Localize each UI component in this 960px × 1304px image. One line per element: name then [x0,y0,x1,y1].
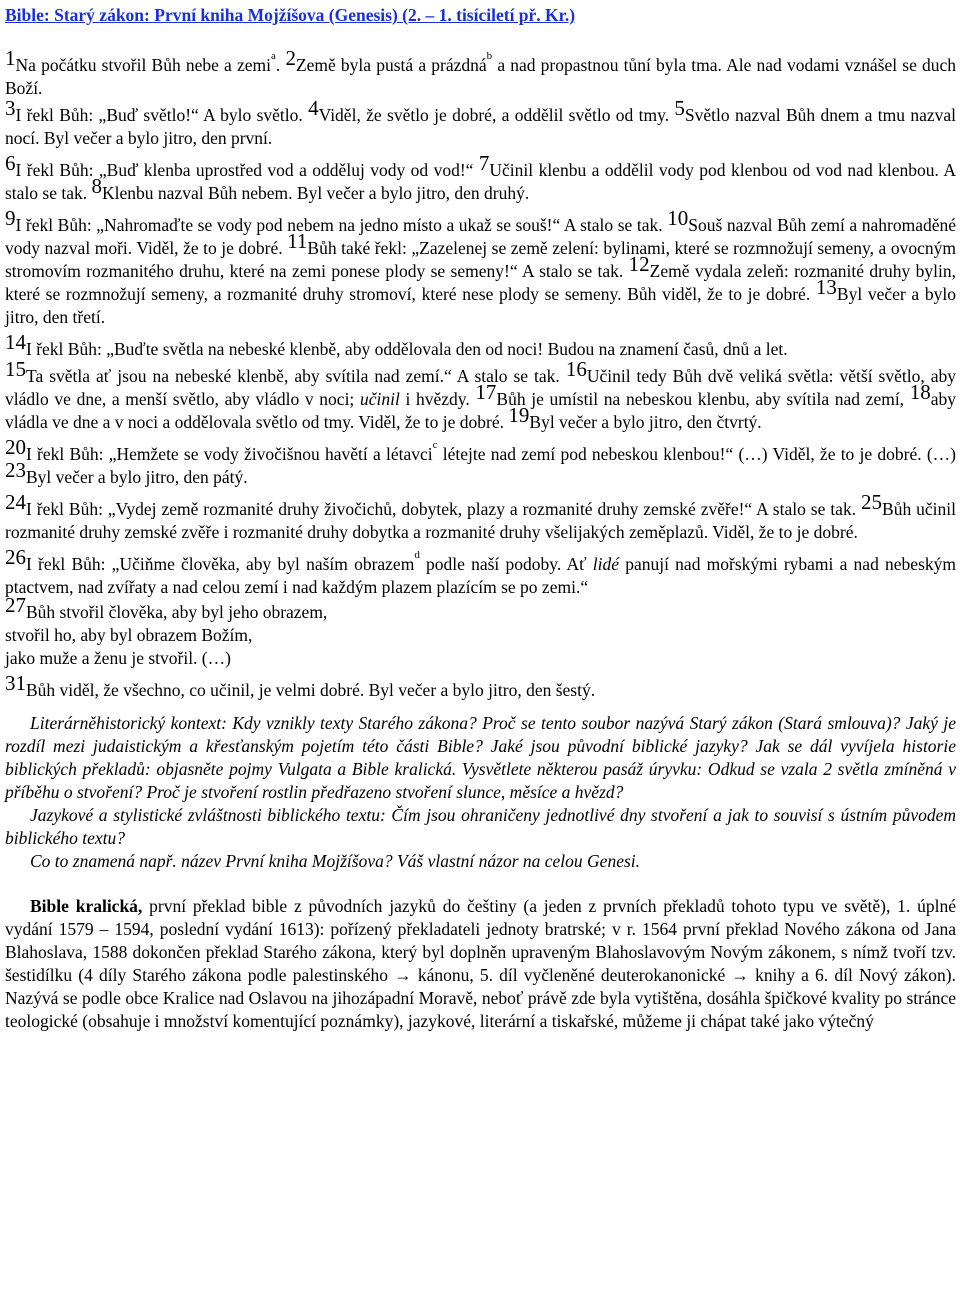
bible-link[interactable]: Bible: Starý zákon: [5,5,150,25]
paragraph-v9-13: 9I řekl Bůh: „Nahromaďte se vody pod nebem na jedno místo a ukaž se souš!“ A stalo se tak. 10Souš nazval Bůh zemí a nahromaděné vody nazval moři. Viděl, že to je dobré. 11Bůh také řekl: „Zazelenej se země zelení: bylinami, které se rozmnožují semeny, a ovocným stromovím rozmanitého druhu, které na zemi ponese plody se semeny!“ A stalo se tak. 12Země vydala zeleň: rozmanité druhy bylin, které se rozmnožují semeny, a rozmanité druhy stromoví, které nese plody se semeny. Bůh viděl, že to je dobré. 13Byl večer a bylo jitro, den třetí. [5,206,956,327]
verse-number: 27 [5,593,26,617]
verse-number: 7 [478,151,490,175]
verse-number: 12 [628,252,650,276]
kralicka-term: Bible kralická, [30,896,143,916]
verse-number: 23 [5,458,26,482]
paragraph-v15-19: 15Ta světla ať jsou na nebeské klenbě, aby svítila nad zemí.“ A stalo se tak. 16Učinil tedy Bůh dvě veliká světla: větší světlo, aby vládlo ve dne, a menší světlo, aby vládlo v noci; učinil i hvězdy. 17Bůh je umístil na nebeskou klenbu, aby svítila nad zemí, 18aby vládla ve dne a v noci a oddělovala světlo od tmy. Viděl, že to je dobré. 19Byl večer a bylo jitro, den čtvrtý. [5,357,956,432]
verse-number: 9 [5,206,16,230]
verse-number: 3 [5,96,16,120]
poem-v27: 27Bůh stvořil člověka, aby byl jeho obrazem, stvořil ho, aby byl obrazem Božím, jako muže a ženu je stvořil. (…) [5,593,328,668]
verse-number: 10 [667,206,689,230]
verse-number: 31 [5,671,26,695]
verse-number: 14 [5,330,26,354]
paragraph-v1-2: 1Na počátku stvořil Bůh nebe a zemi$^a$. 2Země byla pustá a prázdná$^b$ a nad propastnou tůní byla tma. Ale nad vodami vznášel se duch Boží. [5,46,957,98]
question-title: Co to znamená např. název První kniha Mojžíšova? Váš vlastní názor na celou Genesi. [30,851,641,871]
verse-number: 18 [909,380,931,404]
verse-number: 13 [815,275,837,299]
verse-number: 5 [674,96,685,120]
verse-number: 8 [91,174,103,198]
paragraph-v24-25: 24I řekl Bůh: „Vydej země rozmanité druhy živočichů, dobytek, plazy a rozmanité druhy zemské zvěře!“ A stalo se tak. 25Bůh učinil rozmanité druhy zemské zvěře i rozmanité druhy dobytka a rozmanité druhy všelijakých zeměplazů. Viděl, že to je dobré. [5,490,956,542]
verse-number: 15 [5,357,26,381]
verse-number: 19 [508,403,530,427]
paragraph-v6-8: 6I řekl Bůh: „Buď klenba uprostřed vod a odděluj vody od vod!“ 7Učinil klenbu a oddělil vody pod klenbou od vod nad klenbou. A stalo se tak. 8Klenbu nazval Bůh nebem. Byl večer a bylo jitro, den druhý. [5,151,956,203]
questions-block [5,712,956,873]
question-language: Jazykové a stylistické zvláštnosti biblického textu: Čím jsou ohraničeny jednotlivé dny stvoření a jak to souvisí s ústním původem biblického textu? [5,805,956,848]
document-title [5,4,956,27]
paragraph-v3-5: 3I řekl Bůh: „Buď světlo!“ A bylo světlo. 4Viděl, že světlo je dobré, a oddělil světlo od tmy. 5Světlo nazval Bůh dnem a tmu nazval nocí. Byl večer a bylo jitro, den první. [5,96,956,148]
footnote-marker: d [414,549,420,561]
verse-number: 24 [5,490,26,514]
genesis-link[interactable]: První kniha Mojžíšova (Genesis) (2. – 1. tisíciletí př. Kr.) [149,5,576,25]
verse-number: 26 [5,545,26,569]
paragraph-v31: 31Bůh viděl, že všechno, co učinil, je velmi dobré. Byl večer a bylo jitro, den šestý. [5,671,596,700]
verse-number: 1 [5,46,16,70]
question-context: Literárněhistorický kontext: Kdy vznikly texty Starého zákona? Proč se tento soubor nazývá Starý zákon (Stará smlouva)? Jaký je rozdíl mezi judaistickým a křesťanským pojetím této části Bible? Jaké jsou původní biblické jazyky? Jak se dál vyvíjela historie biblických překladů: objasněte pojmy Vulgata a Bible kralická. Vysvětlete některou pasáž úryvku: Odkud se vzala 2 světla zmíněná v příběhu o stvoření? Proč je stvoření rostlin předřazeno stvoření slunce, měsíce a hvězd? [5,713,956,802]
kralicka-paragraph: Bible kralická, první překlad bible z původních jazyků do češtiny (a jeden z prvních překladů tohoto typu ve světě), 1. úplné vydání 1579 – 1594, poslední vydání 1613): pořízený překladateli jednoty bratrské; v r. 1564 první překlad Nového zákona od Jana Blahoslava, 1588 dokončen překlad Starého zákona, který byl doplněn upraveným Blahoslavovým Novým zákonem, s nímž tvoří tzv. šestidílku (4 díly Starého zákona podle palestinského → kánonu, 5. díl vyčleněné deuterokanonické → knihy a 6. díl Nový zákon). Nazývá se podle obce Kralice nad Oslavou na jihozápadní Moravě, neboť právě zde byla vytištěna, dosáhla špičkové kvality po stránce teologické (obsahuje i množství komentující poznámky), jazykové, literární a tiskařské, můžeme ji chápat také jako výtečný [5,896,956,1031]
verse-number: 25 [861,490,883,514]
verse-number: 16 [565,357,587,381]
paragraph-v14: 14I řekl Bůh: „Buďte světla na nebeské klenbě, aby oddělovala den od noci! Budou na znamení časů, dnů a let. [5,330,788,359]
paragraph-v26: 26I řekl Bůh: „Učiňme člověka, aby byl naším obrazem$^d$ podle naší podoby. Ať lidé panují nad mořskými rybami a nad nebeským ptactvem, nad zvířaty a nad celou zemí i nad každým plazem plazícím se po zemi.“ [5,545,956,597]
verse-number: 17 [475,380,497,404]
verse-number: 6 [5,151,16,175]
verse-number: 4 [308,96,319,120]
footnote-marker: b [486,50,493,62]
footnote-marker: c [432,439,438,451]
verse-number: 11 [287,229,308,253]
verse-number: 2 [285,46,296,70]
paragraph-v20-23: 20I řekl Bůh: „Hemžete se vody živočišnou havětí a létavci$^c$ létejte nad zemí pod nebeskou klenbou!“ (…) Viděl, že to je dobré. (…) 23Byl večer a bylo jitro, den pátý. [5,435,956,487]
verse-number: 20 [5,435,26,459]
footnote-marker: a [271,50,276,62]
